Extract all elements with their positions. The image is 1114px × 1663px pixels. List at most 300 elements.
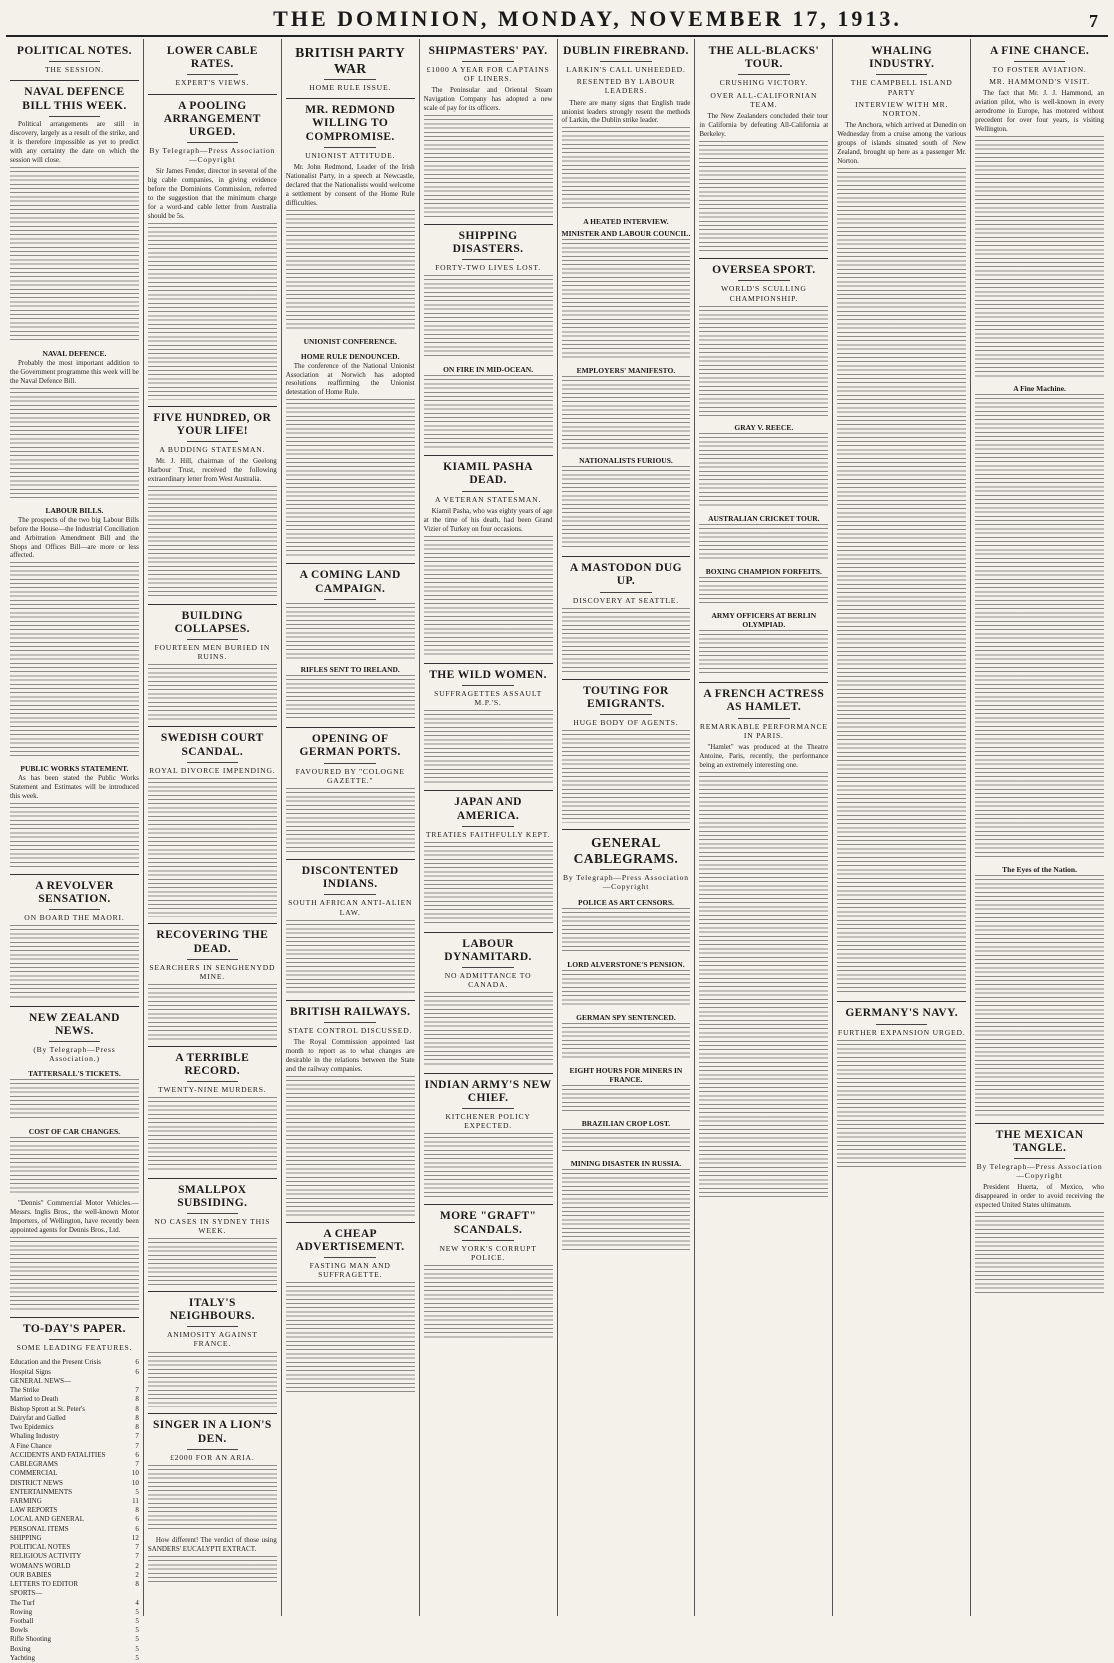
contents-label: Education and the Present Crisis [10, 1358, 101, 1367]
headline-rule [600, 592, 652, 593]
article-body-text [975, 875, 1104, 1117]
column-rule [148, 1046, 277, 1047]
article-subheading: WORLD'S SCULLING CHAMPIONSHIP. [720, 284, 807, 303]
article [562, 556, 691, 673]
article-headline: SWEDISH COURT SCANDAL. [160, 732, 264, 758]
headline-rule [1014, 61, 1066, 62]
contents-page: 7 [135, 1460, 139, 1469]
article-body-text [699, 306, 828, 418]
column-rule [10, 1006, 139, 1007]
article-paragraph: President Huerta, of Mexico, who disappeared in order to avoid receiving the expected United States ultimatum. [975, 1183, 1104, 1210]
article-body-text [10, 388, 139, 500]
contents-row [10, 1515, 139, 1524]
article-subheading: THE CAMPBELL ISLAND PARTY [850, 78, 953, 97]
article [699, 611, 828, 677]
article-paragraph: "Dennis" Commercial Motor Vehicles.—Messrs. Inglis Bros., the well-known Motor Importers, of Wellington, have recently been appointed agents for Dennis Bros., Ltd. [10, 1198, 139, 1234]
contents-label: PERSONAL ITEMS [10, 1524, 69, 1533]
article-subheading: FORTY-TWO LIVES LOST. [435, 263, 541, 273]
article [562, 679, 691, 824]
contents-page: 7 [135, 1432, 139, 1441]
article-subheading: POLICE AS ART CENSORS. [577, 897, 674, 907]
column-5 [558, 39, 696, 1616]
contents-page: 8 [135, 1580, 139, 1589]
article-body-text [148, 1352, 277, 1408]
contents-row [10, 1395, 139, 1404]
column-rule [286, 1000, 415, 1001]
article [562, 1119, 691, 1152]
article-body-text [148, 1556, 277, 1584]
article [424, 1204, 553, 1339]
column-rule [975, 1123, 1104, 1124]
article-headline: LOWER CABLE RATES. [166, 45, 258, 71]
contents-label: RELIGIOUS ACTIVITY [10, 1552, 82, 1561]
article-headline: OVERSEA SPORT. [712, 264, 816, 277]
contents-page: 5 [135, 1644, 139, 1653]
article-headline: WHALING INDUSTRY. [869, 45, 935, 71]
contents-page: 8 [135, 1395, 139, 1404]
contents-label: A Fine Chance [10, 1441, 52, 1450]
article-subheading: NO ADMITTANCE TO CANADA. [444, 971, 532, 990]
article-headline: DUBLIN FIREBRAND. [563, 45, 689, 57]
article [424, 1073, 553, 1199]
article [148, 406, 277, 598]
contents-page: 6 [135, 1450, 139, 1459]
headline-rule [738, 718, 790, 719]
contents-label: SHIPPING [10, 1533, 42, 1542]
headline-rule [600, 714, 652, 715]
article-headline: THE MEXICAN TANGLE. [995, 1128, 1084, 1155]
contents-label: Two Epidemics [10, 1423, 54, 1432]
article-body-text [10, 1237, 139, 1311]
article [10, 1317, 139, 1352]
contents-page: 6 [135, 1358, 139, 1367]
article [424, 455, 553, 656]
article-subheading: SEARCHERS IN SENGHENYDD MINE. [149, 962, 276, 981]
article [286, 727, 415, 853]
article-subheading: ARMY OFFICERS AT BERLIN OLYMPIAD. [711, 610, 817, 629]
contents-page: 7 [135, 1552, 139, 1561]
contents-row [10, 1645, 139, 1654]
article [424, 663, 553, 785]
column-rule [10, 1317, 139, 1318]
headline-rule [324, 1257, 376, 1258]
article [148, 1291, 277, 1407]
article [424, 932, 553, 1067]
contents-label: Rowing [10, 1607, 33, 1616]
headline-rule [49, 61, 101, 62]
column-rule [562, 679, 691, 680]
contents-page: 8 [135, 1506, 139, 1515]
article [148, 45, 277, 88]
article [10, 1127, 139, 1193]
column-rule [424, 455, 553, 456]
article [699, 423, 828, 507]
headline-rule [738, 280, 790, 281]
article [10, 349, 139, 499]
article-subheading: A Fine Machine. [1013, 384, 1066, 393]
article-headline: THE WILD WOMEN. [429, 668, 547, 681]
article-body-text [286, 1282, 415, 1394]
article-headline: INDIAN ARMY'S NEW CHIEF. [424, 1078, 552, 1104]
article-body-text [424, 275, 553, 359]
article [975, 865, 1104, 1117]
article-body-text [562, 239, 691, 360]
contents-row [10, 1460, 139, 1469]
article-subheading: TO FOSTER AVIATION. [992, 65, 1087, 75]
article-body-text [562, 608, 691, 673]
headline-rule [187, 762, 239, 763]
contents-label: DISTRICT NEWS [10, 1478, 63, 1487]
article-body-text [837, 168, 966, 996]
contents-page: 6 [135, 1524, 139, 1533]
contents-row [10, 1377, 139, 1386]
contents-page: 4 [135, 1598, 139, 1607]
article [562, 217, 691, 360]
article [286, 1222, 415, 1394]
article-subheading: By Telegraph—Press Association—Copyright [976, 1162, 1103, 1181]
article-subheading: £2000 FOR AN ARIA. [170, 1452, 255, 1462]
article-body-text [975, 136, 1104, 378]
article-subheading: NEW YORK'S CORRUPT POLICE. [439, 1243, 537, 1262]
contents-row [10, 1368, 139, 1377]
headline-rule [462, 826, 514, 827]
article [975, 1123, 1104, 1296]
article-body-text [148, 1465, 277, 1530]
contents-row [10, 1608, 139, 1617]
article-body-text [424, 536, 553, 657]
article-body-text [837, 1040, 966, 1170]
article [148, 1178, 277, 1285]
article-subheading: £1000 A YEAR FOR CAPTAINS OF LINERS. [426, 65, 550, 84]
article-paragraph: Mr. J. Hill, chairman of the Geelong Harbour Trust, received the following extraordinary letter from West Australia. [147, 457, 277, 484]
article-body-text [699, 141, 828, 253]
contents-label: Whaling Industry [10, 1432, 60, 1441]
contents-label: GENERAL NEWS— [10, 1376, 71, 1385]
article-headline: SHIPPING DISASTERS. [452, 229, 524, 255]
headline-rule [462, 1108, 514, 1109]
article-subheading: FOURTEEN MEN BURIED IN RUINS. [154, 643, 271, 662]
article-headline: OPENING OF GERMAN PORTS. [299, 733, 401, 759]
article-headline: GENERAL CABLEGRAMS. [573, 835, 679, 866]
headline-rule [876, 74, 928, 75]
article-subheading: A VETERAN STATESMAN. [434, 494, 542, 504]
article-paragraph: Political arrangements are still in discovery, largely as a result of the strike, and it is therefore impossible as yet to predict with any certainty the date on which the session will close. [10, 119, 139, 164]
article-headline: A TERRIBLE RECORD. [175, 1051, 250, 1077]
masthead [6, 0, 1108, 37]
column-rule [286, 98, 415, 99]
column-rule [286, 1222, 415, 1223]
contents-row [10, 1562, 139, 1571]
article-body-text [424, 992, 553, 1066]
contents-row [10, 1414, 139, 1423]
article-body-text [562, 127, 691, 211]
contents-page: 12 [131, 1533, 139, 1542]
article [286, 859, 415, 994]
article [699, 682, 828, 1199]
article [699, 514, 828, 561]
article-subheading: By Telegraph—Press Association—Copyright [149, 146, 276, 165]
contents-label: COMMERCIAL [10, 1469, 58, 1478]
article-subheading: EMPLOYERS' MANIFESTO. [576, 365, 676, 375]
article-subheading: TWENTY-NINE MURDERS. [158, 1085, 267, 1095]
article-headline: SHIPMASTERS' PAY. [428, 45, 548, 57]
article [699, 567, 828, 605]
article-subheading: RESENTED BY LABOUR LEADERS. [576, 77, 676, 96]
contents-row [10, 1488, 139, 1497]
contents-page: 11 [132, 1496, 139, 1505]
article-body-text [562, 1169, 691, 1253]
contents-page: 6 [135, 1515, 139, 1524]
article [286, 337, 415, 346]
contents-page: 7 [135, 1441, 139, 1450]
contents-row [10, 1626, 139, 1635]
article [148, 1536, 277, 1584]
article [10, 80, 139, 343]
article-body-text [562, 1023, 691, 1060]
column-rule [148, 1291, 277, 1292]
article-subheading: PUBLIC WORKS STATEMENT. [20, 763, 129, 773]
contents-row [10, 1599, 139, 1608]
contents-page: 10 [131, 1469, 139, 1478]
column-rule [148, 604, 277, 605]
contents-row [10, 1617, 139, 1626]
article-headline: NAVAL DEFENCE BILL THIS WEEK. [22, 86, 127, 112]
article-body-text [562, 466, 691, 550]
article [562, 898, 691, 955]
contents-label: Boxing [10, 1644, 31, 1653]
column-rule [424, 790, 553, 791]
column-rule [148, 1413, 277, 1414]
article [562, 456, 691, 550]
article-body-text [286, 1076, 415, 1216]
article-subheading: INTERVIEW WITH MR. NORTON. [855, 99, 949, 118]
contents-row [10, 1506, 139, 1515]
article [424, 365, 553, 449]
contents-label: SPORTS— [10, 1589, 43, 1598]
article-body-text [286, 399, 415, 557]
headline-rule [187, 142, 239, 143]
contents-label: POLITICAL NOTES [10, 1543, 71, 1552]
contents-label: Married to Death [10, 1395, 59, 1404]
article-body-text [10, 562, 139, 757]
article-headline: SINGER IN A LION'S DEN. [152, 1419, 272, 1445]
contents-row [10, 1432, 139, 1441]
article-subheading: DISCOVERY AT SEATTLE. [572, 595, 679, 605]
article [562, 1066, 691, 1113]
article-subheading: RIFLES SENT TO IRELAND. [300, 664, 400, 674]
headline-rule [462, 259, 514, 260]
article-subheading: FAVOURED BY "COLOGNE GAZETTE." [295, 766, 405, 785]
contents-index [10, 1358, 139, 1663]
contents-label: The Strike [10, 1386, 40, 1395]
headline-rule [876, 1024, 928, 1025]
headline-rule [462, 1240, 514, 1241]
headline-rule [187, 959, 239, 960]
article [286, 563, 415, 658]
contents-row [10, 1580, 139, 1589]
column-rule [148, 923, 277, 924]
headline-rule [187, 1449, 239, 1450]
article-subheading: ON FIRE IN MID-OCEAN. [443, 364, 534, 374]
contents-label: ENTERTAINMENTS [10, 1487, 73, 1496]
article-subheading: BRAZILIAN CROP LOST. [581, 1119, 671, 1129]
column-rule [562, 829, 691, 830]
article [286, 1000, 415, 1216]
contents-row [10, 1469, 139, 1478]
masthead-title: THE DOMINION, MONDAY, NOVEMBER 17, 1913. [273, 6, 902, 31]
article-headline: TOUTING FOR EMIGRANTS. [583, 684, 669, 710]
article [837, 1001, 966, 1170]
article-subheading: THE SESSION. [44, 65, 104, 75]
article-headline: FIVE HUNDRED, OR YOUR LIFE! [153, 411, 272, 438]
contents-label: ACCIDENTS AND FATALITIES [10, 1450, 106, 1459]
column-8 [971, 39, 1108, 1616]
contents-page: 5 [135, 1626, 139, 1635]
article-headline: A FINE CHANCE. [989, 45, 1090, 57]
columns [6, 39, 1108, 1662]
article-headline: KIAMIL PASHA DEAD. [443, 461, 533, 487]
contents-label: Bowls [10, 1626, 28, 1635]
article-subheading: UNIONIST CONFERENCE. [303, 336, 397, 346]
article-body-text [286, 788, 415, 853]
article-paragraph: Kiamil Pasha, who was eighty years of age at the time of his death, had been Grand Vizier of Turkey on four occasions. [423, 506, 553, 533]
column-rule [562, 556, 691, 557]
article-body-text [286, 210, 415, 331]
article-headline: A POOLING ARRANGEMENT URGED. [163, 99, 261, 138]
article-headline: A CHEAP ADVERTISEMENT. [295, 1227, 405, 1253]
article-subheading: MINISTER AND LABOUR COUNCIL. [561, 229, 691, 239]
article-subheading: GRAY V. REECE. [734, 423, 794, 433]
article-subheading: MINING DISASTER IN RUSSIA. [570, 1158, 682, 1168]
contents-page: 10 [131, 1478, 139, 1487]
article-subheading: (By Telegraph—Press Association.) [33, 1045, 116, 1064]
column-6 [695, 39, 833, 1616]
column-rule [148, 406, 277, 407]
headline-rule [49, 1041, 101, 1042]
column-rule [286, 727, 415, 728]
headline-rule [187, 1326, 239, 1327]
article-subheading: HOME RULE ISSUE. [309, 83, 392, 93]
contents-label: The Turf [10, 1598, 35, 1607]
contents-label: LOCAL AND GENERAL [10, 1515, 85, 1524]
contents-row [10, 1635, 139, 1644]
article-body-text [286, 675, 415, 722]
column-rule [424, 1204, 553, 1205]
article-subheading: MR. HAMMOND'S VISIT. [989, 77, 1090, 87]
article-body-text [424, 1133, 553, 1198]
contents-page: 8 [135, 1423, 139, 1432]
article [562, 960, 691, 1007]
article-body-text [699, 630, 828, 677]
article-body-text [148, 1097, 277, 1171]
article-body-text [148, 664, 277, 720]
contents-row [10, 1552, 139, 1561]
article-paragraph: The fact that Mr. J. J. Hammond, an aviation pilot, who is well-known in every aerodrome in Europe, has motored without precedent for over four years, is visiting Wellington. [975, 89, 1104, 134]
article [148, 94, 277, 400]
headline-rule [324, 79, 376, 80]
contents-label: Bishop Sprott at St. Peter's [10, 1404, 85, 1413]
contents-label: Dairyfat and Galled [10, 1413, 66, 1422]
article-subheading: NATIONALISTS FURIOUS. [579, 456, 673, 466]
article-body-text [562, 970, 691, 1007]
headline-rule [324, 763, 376, 764]
article-headline: BRITISH RAILWAYS. [290, 1006, 411, 1018]
contents-row [10, 1654, 139, 1663]
article [424, 224, 553, 359]
article-body-text [562, 1129, 691, 1152]
headline-rule [187, 1081, 239, 1082]
article [424, 790, 553, 925]
article-body-text [699, 772, 828, 1200]
article-body-text [148, 984, 277, 1040]
article-subheading: LARKIN'S CALL UNHEEDED. [566, 65, 686, 75]
article-body-text [424, 1265, 553, 1339]
column-rule [148, 726, 277, 727]
article-subheading: COST OF CAR CHANGES. [28, 1127, 121, 1137]
article-subheading: TREATIES FAITHFULLY KEPT. [425, 829, 551, 839]
article-paragraph: "Hamlet" was produced at the Theatre Antoine, Paris, recently, the performance being an extremely interesting one. [699, 742, 829, 769]
contents-row [10, 1442, 139, 1451]
article-body-text [975, 394, 1104, 859]
article-body-text [286, 920, 415, 994]
contents-page: 8 [135, 1413, 139, 1422]
article-body-text [148, 1238, 277, 1285]
article [10, 1069, 139, 1121]
article-body-text [10, 803, 139, 868]
article-paragraph: The Royal Commission appointed last month to report as to what changes are desirable in the relations between the State and the railway companies. [285, 1038, 415, 1074]
article [562, 1159, 691, 1253]
contents-label: Rifle Shooting [10, 1635, 52, 1644]
article-body-text [148, 486, 277, 598]
article-headline: A REVOLVER SENSATION. [35, 879, 114, 905]
article-subheading: CRUSHING VICTORY. [719, 78, 808, 88]
contents-label: Hospital Signs [10, 1367, 52, 1376]
article [286, 352, 415, 558]
article [10, 506, 139, 758]
article-paragraph: The Peninsular and Oriental Steam Navigation Company has adopted a new scale of pay for its officers. [423, 86, 553, 113]
article-headline: MR. REDMOND WILLING TO COMPROMISE. [305, 104, 396, 143]
contents-label: LETTERS TO EDITOR [10, 1580, 79, 1589]
article-subheading: UNIONIST ATTITUDE. [305, 150, 396, 160]
article [286, 665, 415, 722]
article-subheading: ANIMOSITY AGAINST FRANCE. [166, 1330, 258, 1349]
contents-label: CABLEGRAMS [10, 1460, 58, 1469]
article-body-text [699, 524, 828, 561]
article-body-text [10, 1079, 139, 1121]
column-1 [6, 39, 144, 1662]
article-subheading: LABOUR BILLS. [45, 505, 104, 515]
headline-rule [49, 909, 101, 910]
article-subheading: ROYAL DIVORCE IMPENDING. [149, 765, 276, 775]
article-subheading: TATTERSALL'S TICKETS. [28, 1069, 121, 1079]
article-headline: DISCONTENTED INDIANS. [301, 864, 399, 891]
contents-row [10, 1589, 139, 1598]
article-subheading: NO CASES IN SYDNEY THIS WEEK. [154, 1217, 271, 1236]
article [562, 829, 691, 891]
column-2 [144, 39, 282, 1616]
headline-rule [49, 116, 101, 117]
contents-label: FARMING [10, 1496, 42, 1505]
column-rule [10, 80, 139, 81]
column-rule [286, 563, 415, 564]
article-subheading: BOXING CHAMPION FORFEITS. [705, 566, 822, 576]
contents-row [10, 1534, 139, 1543]
article-body-text [699, 577, 828, 605]
article-headline: A MASTODON DUG UP. [569, 562, 682, 588]
headline-rule [187, 1213, 239, 1214]
article-subheading: EXPERT'S VIEWS. [175, 78, 250, 88]
article-paragraph: The prospects of the two big Labour Bills before the House—the Industrial Conciliation and Arbitration Amendment Bill and the Shops and Offices Bill—are more or less affected. [10, 515, 139, 560]
